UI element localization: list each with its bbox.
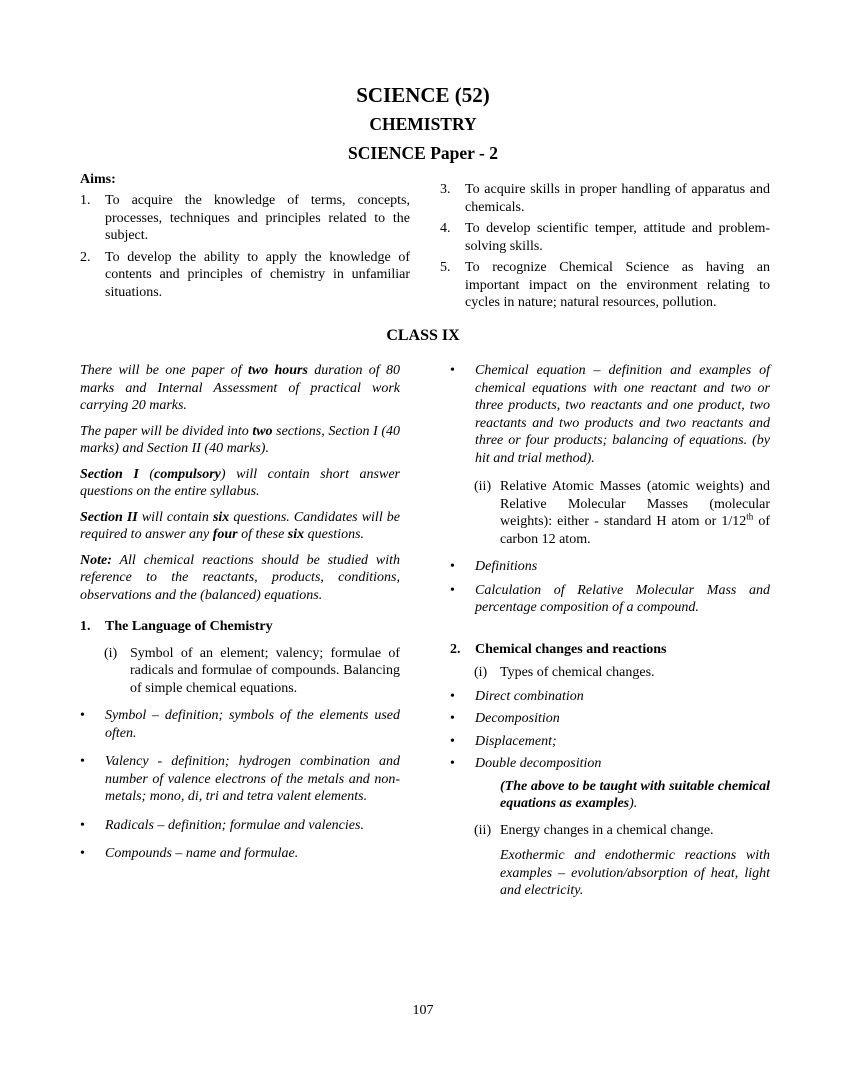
intro-paragraph: Section II will contain six questions. Candidates will be required to answer any four of these six questions. [80, 509, 400, 542]
subsection [450, 664, 770, 682]
aim-item [80, 249, 410, 302]
section-number: 2. [450, 641, 461, 657]
bullet-icon: • [450, 733, 455, 749]
list-item: • Direct combination [450, 688, 584, 704]
aim-item [440, 220, 770, 255]
aims-list-left [80, 192, 410, 305]
section-title: The Language of Chemistry [105, 619, 273, 634]
aim-number: 4. [440, 221, 451, 236]
aim-text: To acquire skills in proper handling of apparatus and chemicals. [465, 182, 770, 215]
list-item: • Double decomposition [450, 756, 602, 771]
aim-item [440, 259, 770, 312]
intro-paragraph: There will be one paper of two hours duration of 80 marks and Internal Assessment of practical work carrying 20 marks. [80, 363, 400, 413]
aim-number: 1. [80, 193, 91, 208]
aim-text: To develop the ability to apply the knowledge of contents and principles of chemistry in unfamiliar situations. [105, 249, 410, 300]
class-heading: CLASS IX [386, 327, 460, 344]
bullet-icon: • [450, 363, 455, 378]
bullet-icon: • [80, 817, 85, 833]
bullet-icon: • [80, 708, 85, 723]
note-paragraph: Note: All chemical reactions should be studied with reference to the reactants, products, conditions, observations and the (balanced) equations. [80, 552, 400, 603]
bullet-icon: • [450, 756, 455, 771]
left-column [80, 362, 400, 874]
subsection-number: (i) [474, 665, 488, 680]
section-title: Chemical changes and reactions [475, 641, 667, 657]
subsection-text: Symbol of an element; valency; formulae of radicals and formulae of compounds. Balancing of simple chemical equations. [130, 645, 400, 696]
aims-label: Aims: [80, 172, 116, 187]
subsection-number: (ii) [474, 822, 492, 838]
list-item: • Definitions [450, 559, 538, 574]
intro-paragraph: Section I (compulsory) will contain short answer questions on the entire syllabus. [80, 466, 400, 499]
aim-text: To recognize Chemical Science as having an important impact on the environment relating to cycles in nature; natural resources, pollution. [465, 260, 770, 310]
bullet-icon: • [80, 846, 85, 861]
bullet-list [80, 707, 400, 863]
paper-title: SCIENCE Paper - 2 [348, 143, 498, 163]
list-item: • Chemical equation – definition and examples of chemical equations with one reactant and two or three products, two reactants and one product, two reactants and two products and two reactants and three or four products; balancing of equations. (by hit and trial method). [450, 363, 770, 466]
intro-paragraph: The paper will be divided into two sections, Section I (40 marks) and Section II (40 marks). [80, 423, 400, 456]
bullet-list [450, 558, 770, 617]
subsection-text: Energy changes in a chemical change. [500, 822, 714, 838]
section-heading [450, 641, 770, 659]
list-item: • Symbol – definition; symbols of the elements used often. [80, 708, 400, 741]
bullet-icon: • [80, 754, 85, 769]
subsection [450, 822, 770, 840]
list-item: • Compounds – name and formulae. [80, 846, 299, 861]
aim-number: 3. [440, 182, 451, 197]
aim-text: To acquire the knowledge of terms, concepts, processes, techniques and principles related to the subject. [105, 193, 410, 243]
page-title: SCIENCE (52) [356, 83, 490, 107]
subsection-number: (ii) [474, 479, 492, 494]
right-column [450, 362, 770, 900]
subsection-text: Types of chemical changes. [500, 665, 655, 680]
list-item: • Decomposition [450, 711, 560, 726]
energy-changes-description: Exothermic and endothermic reactions with examples – evolution/absorption of heat, light and electricity. [500, 848, 770, 898]
list-item: • Valency - definition; hydrogen combination and number of valence electrons of the metals and non-metals; mono, di, tri and tetra valent elements. [80, 754, 400, 804]
list-item: • Calculation of Relative Molecular Mass and percentage composition of a compound. [450, 582, 770, 615]
bullet-icon: • [450, 559, 455, 574]
teaching-note: (The above to be taught with suitable chemical equations as examples). [500, 778, 770, 811]
bullet-icon: • [450, 711, 455, 726]
subsection [80, 645, 400, 698]
aim-number: 5. [440, 260, 451, 275]
section-number: 1. [80, 619, 91, 634]
aim-number: 2. [80, 249, 91, 265]
bullet-list [450, 688, 770, 773]
aims-list-right [440, 181, 770, 316]
subject-title: CHEMISTRY [369, 114, 477, 134]
list-item: • Radicals – definition; formulae and valencies. [80, 817, 364, 833]
page-number: 107 [412, 1003, 434, 1018]
subsection-number: (i) [104, 645, 118, 661]
bullet-icon: • [450, 582, 455, 598]
subsection: (ii) Relative Atomic Masses (atomic weights) and Relative Molecular Masses (molecular weights): either - standard H atom or 1/12th of carbon 12 atom. [474, 479, 771, 547]
bullet-list [450, 362, 770, 467]
list-item: • Displacement; [450, 733, 557, 749]
aim-item [80, 192, 410, 245]
section-heading [80, 618, 400, 636]
bullet-icon: • [450, 688, 455, 704]
exam-intro [80, 362, 400, 604]
aim-item [440, 181, 770, 216]
aim-text: To develop scientific temper, attitude and problem-solving skills. [465, 221, 770, 254]
